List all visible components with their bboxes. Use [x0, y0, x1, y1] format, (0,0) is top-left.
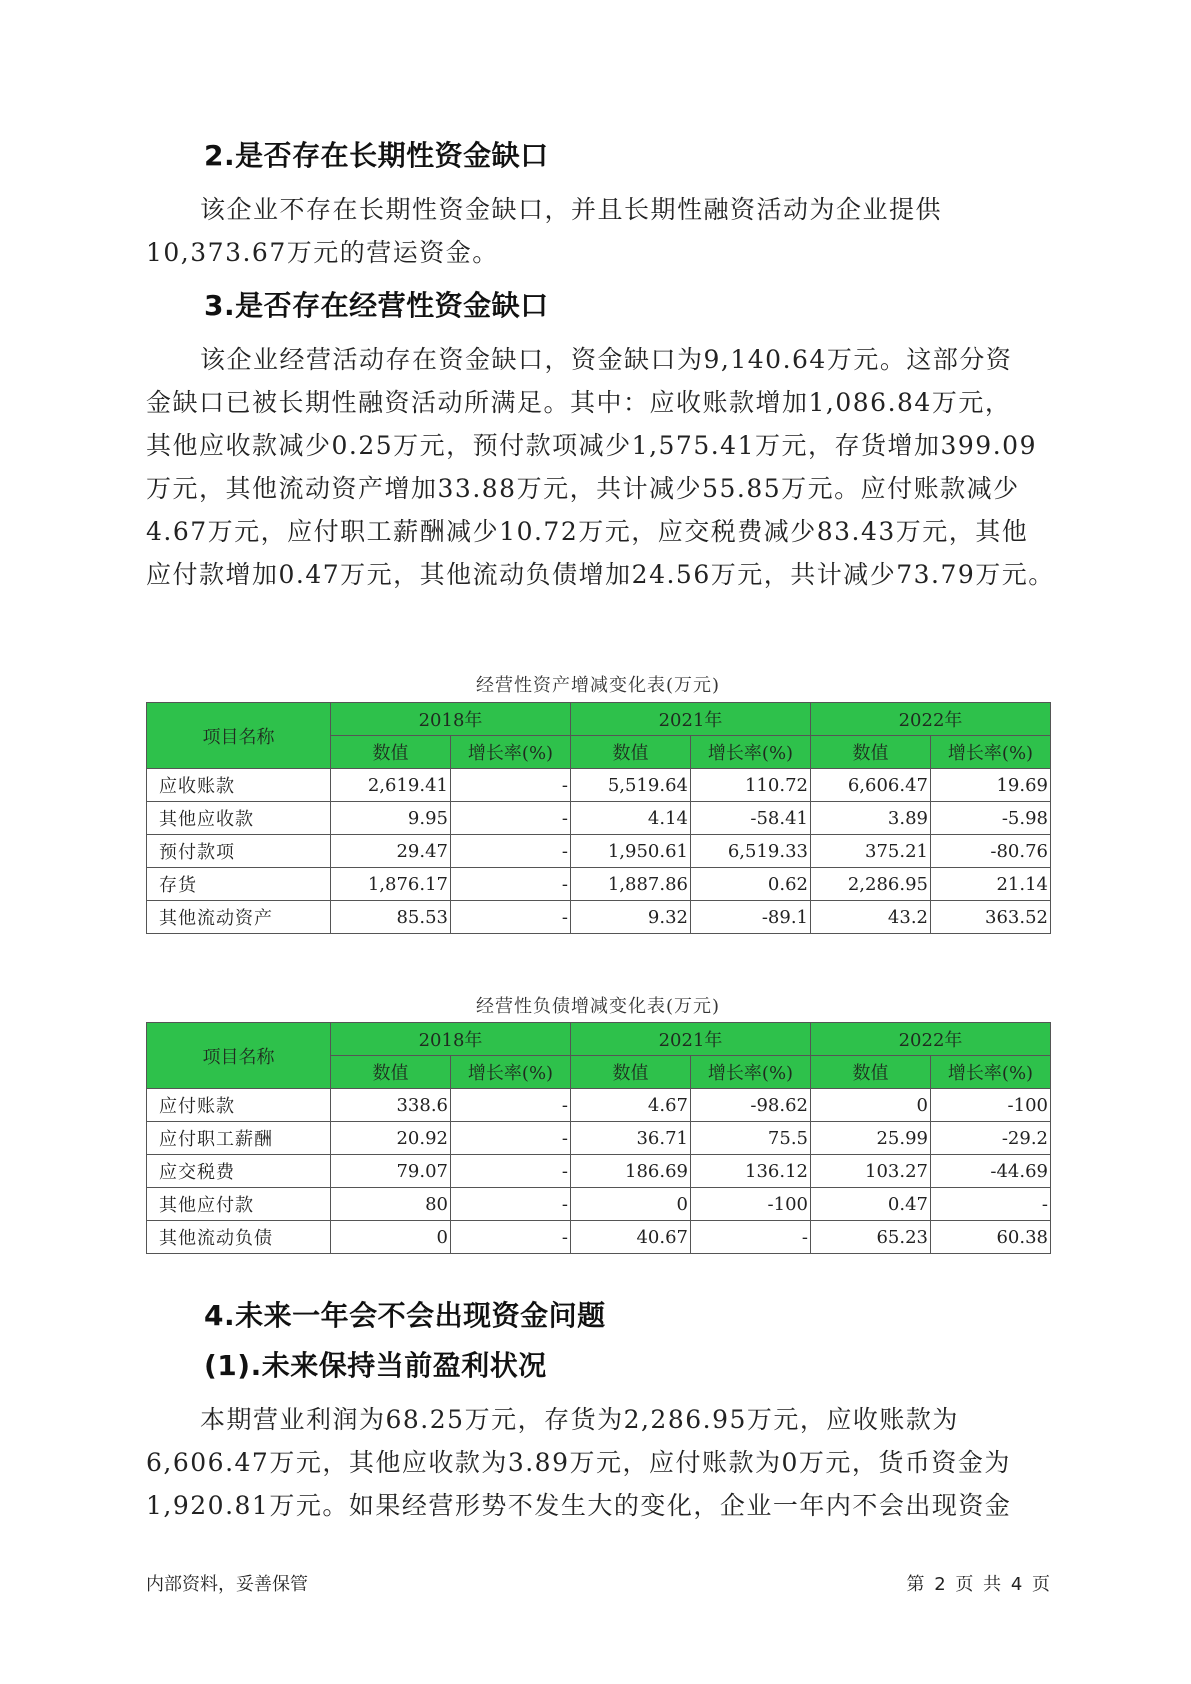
table-row — [147, 1155, 1051, 1188]
value-cell: 80 — [331, 1188, 451, 1221]
asset-table-caption: 经营性资产增减变化表(万元) — [475, 675, 721, 696]
rate-cell: - — [451, 1122, 571, 1155]
rate-cell: -29.2 — [931, 1122, 1051, 1155]
value-cell: 43.2 — [811, 901, 931, 934]
table-row — [147, 769, 1051, 802]
asset-table-body — [147, 769, 1051, 934]
rate-cell: 363.52 — [931, 901, 1051, 934]
value-cell: 0 — [811, 1089, 931, 1122]
table-row — [147, 868, 1051, 901]
table-row — [147, 802, 1051, 835]
column-header-value: 数值 — [571, 1056, 691, 1089]
rate-cell: -98.62 — [691, 1089, 811, 1122]
paragraph-line: 金缺口已被长期性融资活动所满足。其中：应收账款增加1,086.84万元， — [146, 388, 1012, 417]
rate-cell: - — [451, 868, 571, 901]
column-header-value: 数值 — [811, 736, 931, 769]
value-cell: 375.21 — [811, 835, 931, 868]
rate-cell: - — [451, 1155, 571, 1188]
table-row — [147, 1089, 1051, 1122]
paragraph-line: 该企业经营活动存在资金缺口，资金缺口为9,140.64万元。这部分资 — [200, 345, 1013, 374]
column-header-value: 数值 — [331, 1056, 451, 1089]
row-label: 应付职工薪酬 — [147, 1122, 331, 1155]
column-header-name: 项目名称 — [147, 703, 331, 769]
column-header-year: 2022年 — [811, 703, 1051, 736]
column-header-value: 数值 — [811, 1056, 931, 1089]
table-row — [147, 1221, 1051, 1254]
rate-cell: -58.41 — [691, 802, 811, 835]
rate-cell: -5.98 — [931, 802, 1051, 835]
value-cell: 1,950.61 — [571, 835, 691, 868]
rate-cell: -100 — [931, 1089, 1051, 1122]
asset-table — [146, 702, 1051, 934]
rate-cell: 136.12 — [691, 1155, 811, 1188]
rate-cell: 21.14 — [931, 868, 1051, 901]
rate-cell: - — [451, 901, 571, 934]
value-cell: 85.53 — [331, 901, 451, 934]
paragraph-line: 该企业不存在长期性资金缺口，并且长期性融资活动为企业提供 — [200, 195, 943, 224]
rate-cell: 6,519.33 — [691, 835, 811, 868]
column-header-year: 2022年 — [811, 1023, 1051, 1056]
row-label: 其他流动负债 — [147, 1221, 331, 1254]
table-row — [147, 835, 1051, 868]
footer-confidential-note: 内部资料，妥善保管 — [146, 1574, 308, 1595]
paragraph-line: 万元，其他流动资产增加33.88万元，共计减少55.85万元。应付账款减少 — [146, 474, 1020, 503]
rate-cell: 60.38 — [931, 1221, 1051, 1254]
value-cell: 103.27 — [811, 1155, 931, 1188]
liability-table-body — [147, 1089, 1051, 1254]
value-cell: 29.47 — [331, 835, 451, 868]
rate-cell: 110.72 — [691, 769, 811, 802]
column-header-value: 数值 — [331, 736, 451, 769]
column-header-year: 2021年 — [571, 703, 811, 736]
rate-cell: - — [451, 1221, 571, 1254]
row-label: 应交税费 — [147, 1155, 331, 1188]
value-cell: 4.67 — [571, 1089, 691, 1122]
value-cell: 4.14 — [571, 802, 691, 835]
row-label: 应收账款 — [147, 769, 331, 802]
row-label: 应付账款 — [147, 1089, 331, 1122]
value-cell: 1,887.86 — [571, 868, 691, 901]
paragraph-line: 其他应收款减少0.25万元，预付款项减少1,575.41万元，存货增加399.09 — [146, 431, 1037, 460]
value-cell: 2,619.41 — [331, 769, 451, 802]
rate-cell: 0.62 — [691, 868, 811, 901]
column-header-year: 2018年 — [331, 1023, 571, 1056]
column-header-name: 项目名称 — [147, 1023, 331, 1089]
value-cell: 9.32 — [571, 901, 691, 934]
value-cell: 9.95 — [331, 802, 451, 835]
value-cell: 65.23 — [811, 1221, 931, 1254]
rate-cell: - — [451, 1089, 571, 1122]
rate-cell: 75.5 — [691, 1122, 811, 1155]
rate-cell: -80.76 — [931, 835, 1051, 868]
value-cell: 79.07 — [331, 1155, 451, 1188]
rate-cell: -44.69 — [931, 1155, 1051, 1188]
column-header-rate: 增长率(%) — [451, 736, 571, 769]
column-header-year: 2018年 — [331, 703, 571, 736]
value-cell: 0 — [571, 1188, 691, 1221]
rate-cell: - — [451, 1188, 571, 1221]
rate-cell: -89.1 — [691, 901, 811, 934]
table-row — [147, 1188, 1051, 1221]
value-cell: 20.92 — [331, 1122, 451, 1155]
value-cell: 0.47 — [811, 1188, 931, 1221]
value-cell: 186.69 — [571, 1155, 691, 1188]
section-heading-future: 4.未来一年会不会出现资金问题 — [204, 1299, 606, 1332]
table-row — [147, 901, 1051, 934]
value-cell: 1,876.17 — [331, 868, 451, 901]
rate-cell: - — [451, 802, 571, 835]
paragraph-line: 4.67万元，应付职工薪酬减少10.72万元，应交税费减少83.43万元，其他 — [146, 517, 1029, 546]
row-label: 预付款项 — [147, 835, 331, 868]
column-header-rate: 增长率(%) — [691, 736, 811, 769]
row-label: 其他应收款 — [147, 802, 331, 835]
rate-cell: - — [691, 1221, 811, 1254]
table-row — [147, 1122, 1051, 1155]
value-cell: 2,286.95 — [811, 868, 931, 901]
column-header-rate: 增长率(%) — [691, 1056, 811, 1089]
column-header-rate: 增长率(%) — [931, 736, 1051, 769]
value-cell: 25.99 — [811, 1122, 931, 1155]
value-cell: 338.6 — [331, 1089, 451, 1122]
row-label: 其他应付款 — [147, 1188, 331, 1221]
subsection-heading-future: (1).未来保持当前盈利状况 — [204, 1349, 547, 1382]
liability-table — [146, 1022, 1051, 1254]
rate-cell: - — [451, 769, 571, 802]
section-heading-long-term: 2.是否存在长期性资金缺口 — [204, 139, 549, 172]
paragraph-line: 10,373.67万元的营运资金。 — [146, 238, 499, 267]
footer-page-number: 第 2 页 共 4 页 — [906, 1574, 1050, 1595]
row-label: 其他流动资产 — [147, 901, 331, 934]
paragraph-line: 6,606.47万元，其他应收款为3.89万元，应付账款为0万元，货币资金为 — [146, 1448, 1011, 1477]
rate-cell: 19.69 — [931, 769, 1051, 802]
value-cell: 40.67 — [571, 1221, 691, 1254]
paragraph-line: 应付款增加0.47万元，其他流动负债增加24.56万元，共计减少73.79万元。 — [146, 560, 1055, 589]
rate-cell: - — [451, 835, 571, 868]
column-header-rate: 增长率(%) — [451, 1056, 571, 1089]
liability-table-caption: 经营性负债增减变化表(万元) — [475, 996, 721, 1017]
paragraph-line: 1,920.81万元。如果经营形势不发生大的变化，企业一年内不会出现资金 — [146, 1491, 1012, 1520]
paragraph-line: 本期营业利润为68.25万元，存货为2,286.95万元，应收账款为 — [200, 1405, 959, 1434]
paragraph-operating — [146, 338, 1055, 596]
value-cell: 3.89 — [811, 802, 931, 835]
value-cell: 36.71 — [571, 1122, 691, 1155]
column-header-year: 2021年 — [571, 1023, 811, 1056]
column-header-value: 数值 — [571, 736, 691, 769]
paragraph-long-term — [146, 188, 1046, 274]
rate-cell: -100 — [691, 1188, 811, 1221]
column-header-rate: 增长率(%) — [931, 1056, 1051, 1089]
paragraph-future — [146, 1398, 1046, 1527]
section-heading-operating: 3.是否存在经营性资金缺口 — [204, 289, 549, 322]
rate-cell: - — [931, 1188, 1051, 1221]
value-cell: 6,606.47 — [811, 769, 931, 802]
value-cell: 0 — [331, 1221, 451, 1254]
row-label: 存货 — [147, 868, 331, 901]
value-cell: 5,519.64 — [571, 769, 691, 802]
